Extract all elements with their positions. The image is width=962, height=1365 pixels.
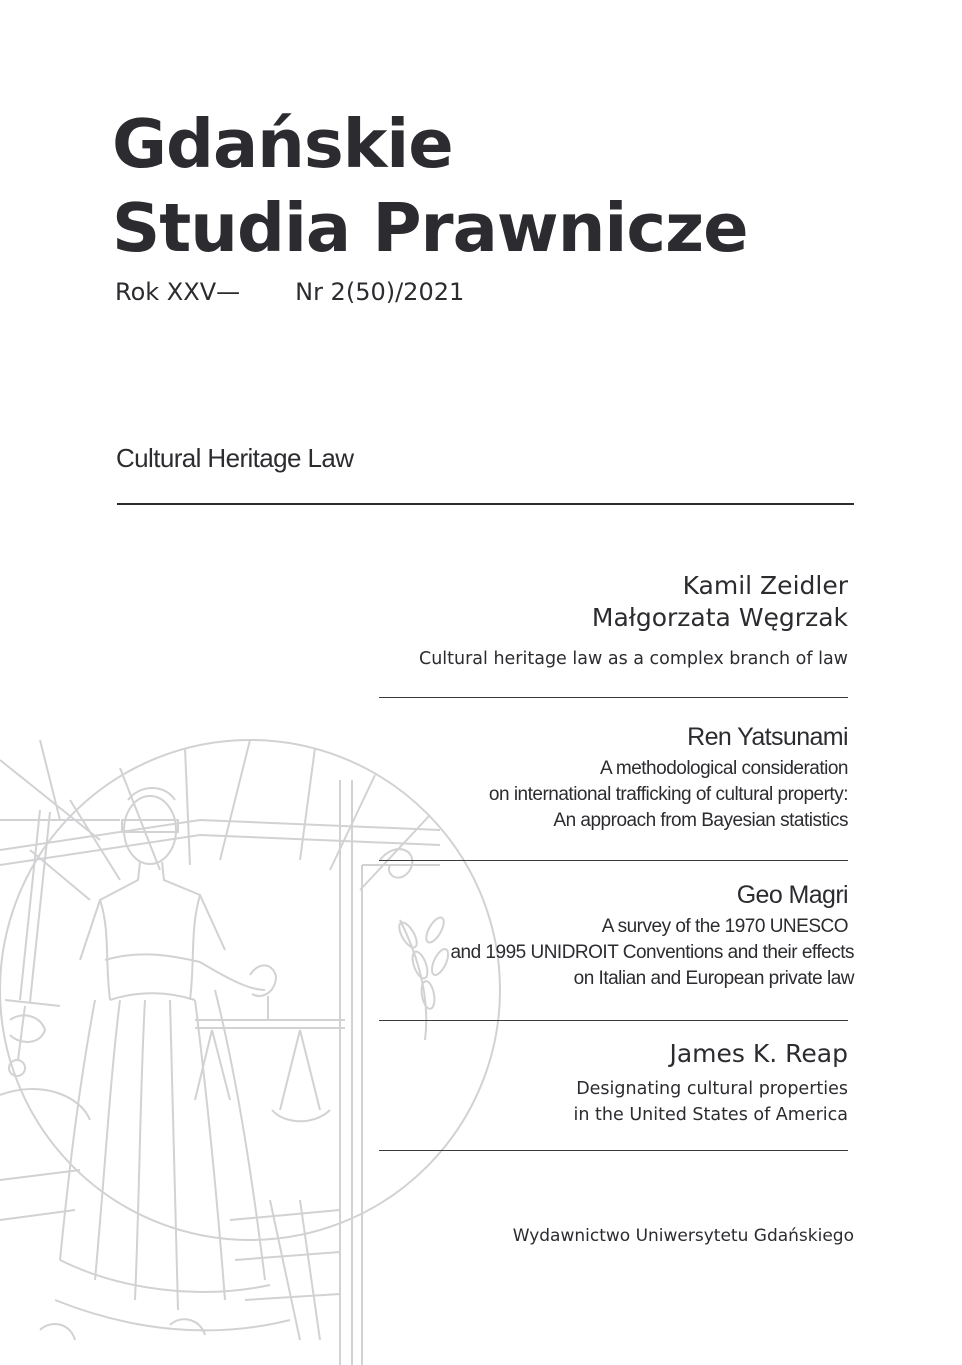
article-title-line: Designating cultural properties <box>576 1079 848 1099</box>
issue-info <box>115 278 464 306</box>
article-title-line: on international trafficking of cultural property: <box>488 784 848 805</box>
article-author: Małgorzata Węgrzak <box>591 603 848 632</box>
journal-title-line1: Gdańskie <box>112 105 453 183</box>
article-divider <box>379 697 848 698</box>
article-author: Geo Magri <box>736 881 848 909</box>
article-entry <box>348 721 848 834</box>
article-author: Kamil Zeidler <box>682 571 848 600</box>
article-title-line: on Italian and European private law <box>573 968 854 989</box>
article-title-line: and 1995 UNIDROIT Conventions and their effects <box>450 942 854 963</box>
article-entry <box>348 1038 848 1128</box>
article-divider <box>379 860 848 861</box>
volume-label: Rok XXV— <box>115 278 241 306</box>
article-title-line: An approach from Bayesian statistics <box>553 810 848 831</box>
article-divider <box>379 1150 848 1151</box>
article-entry <box>348 570 848 672</box>
article-title-line: A methodological consideration <box>599 758 848 779</box>
issue-topic: Cultural Heritage Law <box>116 443 354 473</box>
issue-number: Nr 2(50)/2021 <box>295 278 465 306</box>
article-entry <box>334 879 854 992</box>
journal-title-line2: Studia Prawnicze <box>112 189 748 267</box>
journal-title <box>112 102 748 270</box>
article-divider <box>379 1020 848 1021</box>
article-author: Ren Yatsunami <box>687 723 848 751</box>
publisher-name: Wydawnictwo Uniwersytetu Gdańskiego <box>512 1226 854 1246</box>
article-author: James K. Reap <box>669 1039 848 1068</box>
article-title-line: Cultural heritage law as a complex branch of law <box>418 649 848 669</box>
article-title-line: A survey of the 1970 UNESCO <box>601 916 848 937</box>
article-title-line: in the United States of America <box>573 1105 848 1125</box>
topic-divider <box>117 503 854 505</box>
